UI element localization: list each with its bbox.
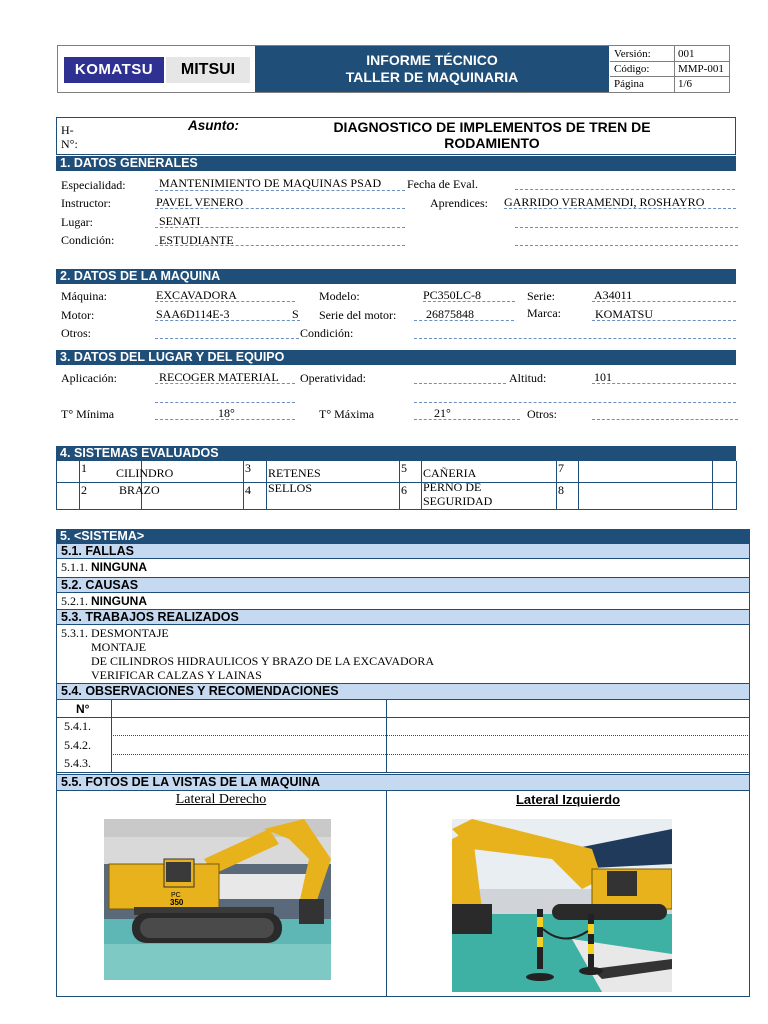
excavator-right-image	[104, 819, 331, 980]
otros-label: Otros:	[61, 326, 91, 340]
sistema-2-name: BRAZO	[119, 483, 160, 497]
foto-left-label: Lateral Derecho	[175, 792, 267, 807]
lugar-value: SENATI	[159, 214, 201, 228]
causas-num: 5.2.1.	[61, 594, 88, 608]
aprendices-label: Aprendices:	[430, 196, 488, 210]
trabajos-line-1: DESMONTAJE	[91, 626, 169, 640]
lugar-label: Lugar:	[61, 215, 93, 229]
causas-title: 5.2. CAUSAS	[56, 577, 750, 593]
sistema-4-num: 4	[245, 483, 251, 497]
asunto-text	[297, 119, 687, 151]
aplicacion-value: RECOGER MATERIAL	[159, 370, 279, 384]
marca-value: KOMATSU	[595, 307, 654, 321]
sistema-6-num: 6	[401, 483, 407, 497]
sistema-3-name: RETENES	[268, 466, 321, 480]
serie-motor-label: Serie del motor:	[319, 308, 397, 322]
sistema-5-num: 5	[401, 461, 407, 475]
otros3-label: Otros:	[527, 407, 557, 421]
meta-code-value: MMP-001	[678, 63, 724, 75]
causas-value: NINGUNA	[91, 594, 147, 608]
sistema-7-num: 7	[558, 461, 564, 475]
sistema-4-name: SELLOS	[268, 481, 313, 495]
subject-box	[56, 117, 736, 155]
meta-page-value: 1/6	[678, 78, 693, 90]
sistema-1-num: 1	[81, 461, 87, 475]
excavator-left-image	[452, 819, 672, 992]
n-label: N°:	[61, 137, 78, 151]
meta-version-label: Versión:	[614, 48, 651, 60]
altitud-label: Altitud:	[509, 371, 547, 385]
svg-text:PC: PC	[171, 892, 181, 899]
instructor-label: Instructor:	[61, 196, 111, 210]
trabajos-line-2: MONTAJE	[91, 640, 147, 654]
obs-row-2: 5.4.2.	[64, 738, 91, 752]
asunto-line1: DIAGNOSTICO DE IMPLEMENTOS DE TREN DE	[333, 119, 651, 135]
modelo-label: Modelo:	[319, 289, 360, 303]
fallas-num: 5.1.1.	[61, 560, 88, 574]
sistema-3-num: 3	[245, 461, 251, 475]
foto-right-label: Lateral Izquierdo	[515, 792, 621, 807]
aprendices-value: GARRIDO VERAMENDI, ROSHAYRO	[504, 195, 705, 209]
header-meta	[610, 46, 729, 92]
trabajos-line-3: DE CILINDROS HIDRAULICOS Y BRAZO DE LA EXCAVADORA	[91, 654, 435, 668]
section4-title-b: EVALUADOS	[141, 446, 219, 460]
sistema-6-name-a: PERNO DE	[423, 480, 482, 494]
tmax-value: 21°	[434, 406, 451, 420]
maquina-label: Máquina:	[61, 289, 107, 303]
meta-code-label: Código:	[614, 63, 650, 75]
tmax-label: T° Máxima	[319, 407, 375, 421]
section5-num: 5.	[60, 529, 71, 543]
obs-row-3: 5.4.3.	[64, 756, 91, 770]
sistema-6-name-b: SEGURIDAD	[423, 494, 493, 508]
sistemas-table	[56, 461, 736, 510]
maquina-value: EXCAVADORA	[156, 288, 237, 302]
sistema-1-name: CILINDRO	[116, 466, 174, 480]
excavator-left-photo	[452, 819, 672, 992]
causas-row	[61, 593, 147, 609]
obs-n-header: N°	[76, 702, 90, 716]
serie-label: Serie:	[527, 289, 555, 303]
section4-title-a: SISTEMAS	[74, 446, 138, 460]
operatividad-label: Operatividad:	[300, 371, 366, 385]
fotos-title: 5.5. FOTOS DE LA VISTAS DE LA MAQUINA	[56, 774, 750, 791]
trabajos-num: 5.3.1.	[61, 626, 88, 640]
marca-label: Marca:	[527, 306, 561, 320]
fotos-divider	[386, 791, 387, 997]
section3-title: 3. DATOS DEL LUGAR Y DEL EQUIPO	[56, 350, 736, 365]
especialidad-value: MANTENIMIENTO DE MAQUINAS PSAD	[159, 176, 382, 190]
observaciones-table	[56, 700, 750, 773]
observaciones-title: 5.4. OBSERVACIONES Y RECOMENDACIONES	[56, 683, 750, 700]
excavator-right-photo	[104, 819, 331, 980]
motor-s: S	[292, 307, 299, 321]
sistema-5-name: CAÑERIA	[423, 466, 477, 480]
logo-area	[58, 46, 254, 92]
condicion2-label: Condición:	[300, 326, 354, 340]
condicion-label: Condición:	[61, 233, 115, 247]
trabajos-title: 5.3. TRABAJOS REALIZADOS	[56, 609, 750, 625]
instructor-value: PAVEL VENERO	[156, 195, 244, 209]
especialidad-label: Especialidad:	[61, 178, 126, 192]
komatsu-logo: KOMATSU	[64, 57, 164, 83]
svg-text:350: 350	[170, 898, 184, 907]
header-title-block	[255, 46, 609, 92]
motor-label: Motor:	[61, 308, 95, 322]
meta-page-label: Página	[614, 78, 644, 90]
section4-title	[56, 446, 736, 461]
section4-num: 4.	[60, 446, 71, 460]
sistema-2-num: 2	[81, 483, 87, 497]
altitud-value: 101	[594, 370, 612, 384]
sistema-8-num: 8	[558, 483, 564, 497]
tmin-label: T° Mínima	[61, 407, 115, 421]
trabajos-line-4: VERIFICAR CALZAS Y LAINAS	[91, 668, 262, 682]
serie-motor-value: 26875848	[426, 307, 474, 321]
meta-version-value: 001	[678, 48, 695, 60]
fecha-label: Fecha de Eval.	[407, 177, 478, 191]
fallas-row	[61, 559, 147, 575]
mitsui-logo: MITSUI	[166, 57, 250, 83]
motor-value: SAA6D114E-3	[156, 307, 230, 321]
section5-title-text: <SISTEMA>	[74, 529, 145, 543]
section1-title: 1. DATOS GENERALES	[56, 156, 736, 171]
header-title-line2: TALLER DE MAQUINARIA	[345, 69, 519, 85]
section5-title	[56, 529, 750, 544]
serie-value: A34011	[594, 288, 633, 302]
obs-row-1: 5.4.1.	[64, 719, 91, 733]
tmin-value: 18°	[218, 406, 235, 420]
h-label: H-	[61, 123, 74, 137]
aplicacion-label: Aplicación:	[61, 371, 117, 385]
modelo-value: PC350LC-8	[423, 288, 482, 302]
condicion-value: ESTUDIANTE	[159, 233, 234, 247]
section2-title: 2. DATOS DE LA MAQUINA	[56, 269, 736, 284]
header-title-line1: INFORME TÉCNICO	[366, 52, 498, 68]
fallas-value: NINGUNA	[91, 560, 147, 574]
fallas-title: 5.1. FALLAS	[56, 543, 750, 559]
asunto-line2: RODAMIENTO	[444, 135, 540, 151]
asunto-label: Asunto:	[188, 118, 239, 133]
